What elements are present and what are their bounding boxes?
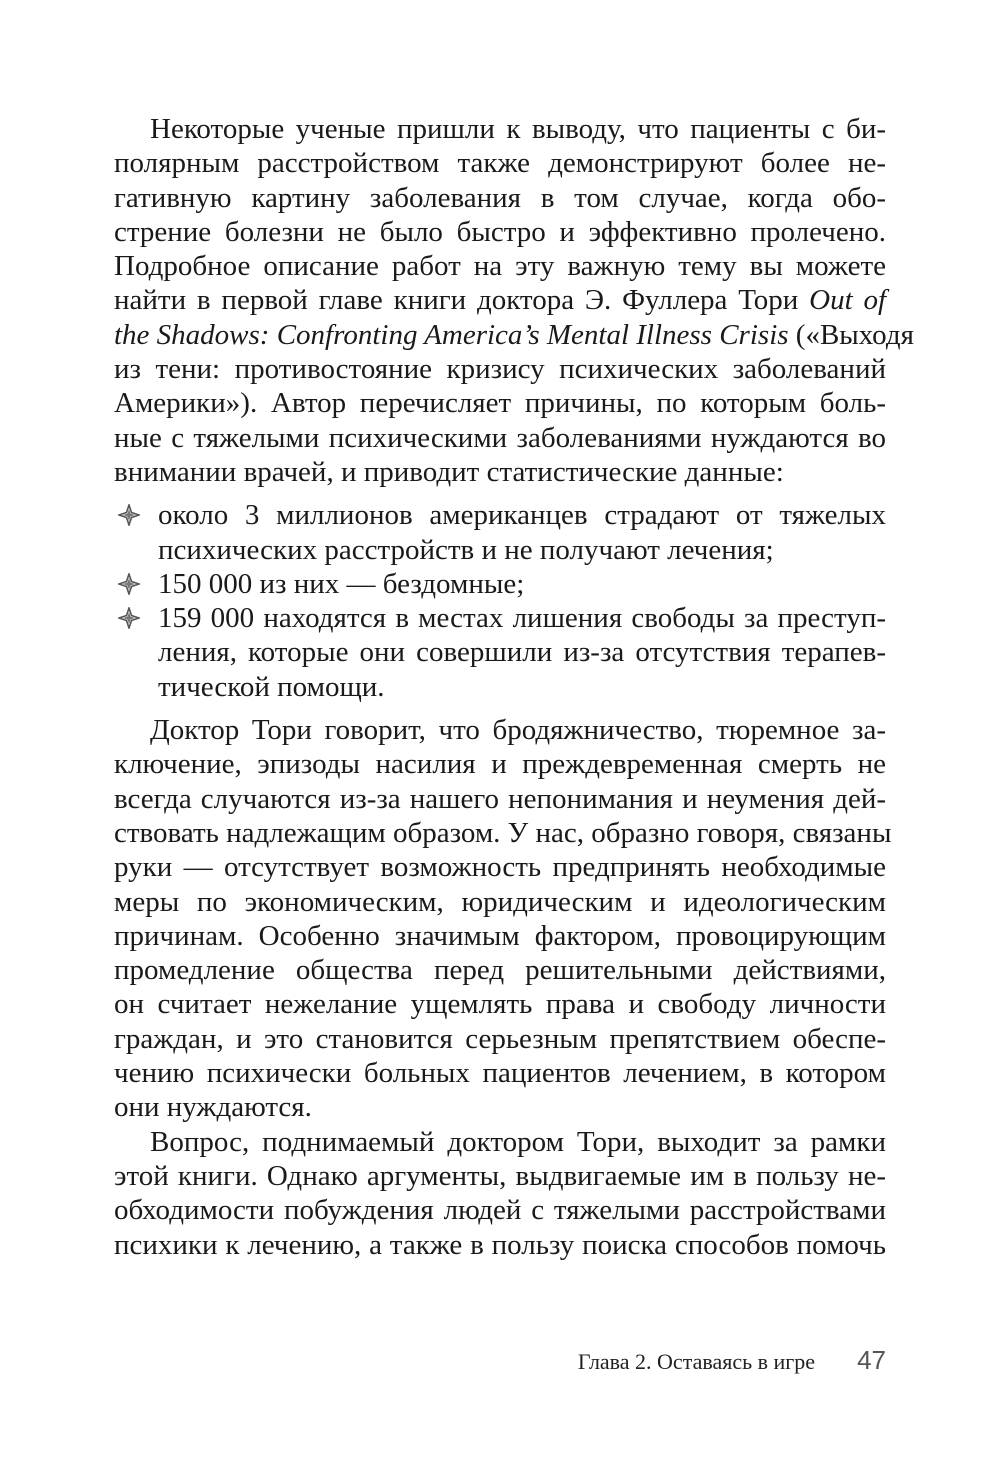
list-item-text: ления, которые они совершили из-за отсутствия терапев- xyxy=(158,636,886,669)
book-title: the Shadows: Confronting America’s Mental Illness Crisis xyxy=(114,318,789,351)
text-line: Подробное описание работ на эту важную тему вы можете xyxy=(114,250,886,283)
list-item xyxy=(114,498,886,567)
list-item xyxy=(114,567,886,601)
list-item xyxy=(114,601,886,704)
text-line: он считает нежелание ущемлять права и свободу личности xyxy=(114,988,886,1021)
text-line: Америки»). Автор перечисляет причины, по которым боль- xyxy=(114,387,886,420)
text-line: руки — отсутствует возможность предпринять необходимые xyxy=(114,851,886,884)
text-line-mixed xyxy=(114,318,914,352)
text-line: всегда случаются из-за нашего непонимания и неумения дей- xyxy=(114,782,886,815)
paragraph-2 xyxy=(114,713,892,1125)
page-footer xyxy=(578,1345,886,1376)
list-item-line xyxy=(114,670,886,704)
text-line: полярным расстройством также демонстрируют более не- xyxy=(114,147,886,180)
book-title-part: Out of xyxy=(809,284,886,317)
text-line: психики к лечению, а также в пользу поиска способов помочь xyxy=(114,1228,886,1261)
list-item-line xyxy=(114,601,886,635)
text-line: ключение, эпизоды насилия и преждевременная смерть не xyxy=(114,748,886,781)
diamond-bullet-icon xyxy=(118,607,140,629)
text-line-mixed xyxy=(114,283,886,317)
text-line: внимании врачей, и приводит статистические данные: xyxy=(114,455,784,488)
text-line: ные с тяжелыми психическими заболеваниями нуждаются во xyxy=(114,421,886,454)
text-line: Доктор Тори говорит, что бродяжничество, тюремное за- xyxy=(150,714,886,747)
text-line: они нуждаются. xyxy=(114,1091,312,1124)
text-line: меры по экономическим, юридическим и идеологическим xyxy=(114,885,886,918)
text-line: чению психически больных пациентов лечением, в котором xyxy=(114,1057,886,1090)
running-footer-chapter: Глава 2. Оставаясь в игре xyxy=(577,1349,816,1374)
page-body xyxy=(114,112,914,1262)
statistics-list xyxy=(114,498,886,704)
text-line: из тени: противостояние кризису психических заболеваний xyxy=(114,353,886,386)
diamond-bullet-icon xyxy=(118,573,140,595)
text-line: стрение болезни не было быстро и эффективно пролечено. xyxy=(114,215,886,248)
page-number: 47 xyxy=(857,1345,886,1375)
text-line: ствовать надлежащим образом. У нас, образно говоря, связаны xyxy=(114,816,892,849)
list-item-text: тической помощи. xyxy=(158,670,385,703)
text-line: причинам. Особенно значимым фактором, провоцирующим xyxy=(114,919,886,952)
text-line: Вопрос, поднимаемый доктором Тори, выходит за рамки xyxy=(150,1125,886,1158)
paragraph-3 xyxy=(114,1125,886,1262)
list-item-text: около 3 миллионов американцев страдают от тяжелых xyxy=(158,499,886,532)
list-item-line xyxy=(114,533,886,567)
list-item-text: 150 000 из них — бездомные; xyxy=(158,567,525,600)
paragraph-1 xyxy=(114,112,914,489)
list-item-line xyxy=(114,567,886,601)
text-line: Некоторые ученые пришли к выводу, что пациенты с би- xyxy=(150,113,886,145)
list-item-line xyxy=(114,498,886,532)
text-segment: найти в первой главе книги доктора Э. Фуллера Тори xyxy=(114,284,799,317)
text-line: обходимости побуждения людей с тяжелыми расстройствами xyxy=(114,1194,886,1227)
list-item-text: психических расстройств и не получают лечения; xyxy=(158,533,774,566)
diamond-bullet-icon xyxy=(118,504,140,526)
list-item-line xyxy=(114,635,886,669)
list-item-text: 159 000 находятся в местах лишения свободы за преступ- xyxy=(158,602,886,635)
text-line: гативную картину заболевания в том случае, когда обо- xyxy=(114,181,886,214)
text-segment: («Выходя xyxy=(795,318,914,351)
text-line: этой книги. Однако аргументы, выдвигаемые им в пользу не- xyxy=(114,1159,886,1192)
text-line: промедление общества перед решительными действиями, xyxy=(114,954,886,987)
text-line: граждан, и это становится серьезным препятствием обеспе- xyxy=(114,1022,886,1055)
